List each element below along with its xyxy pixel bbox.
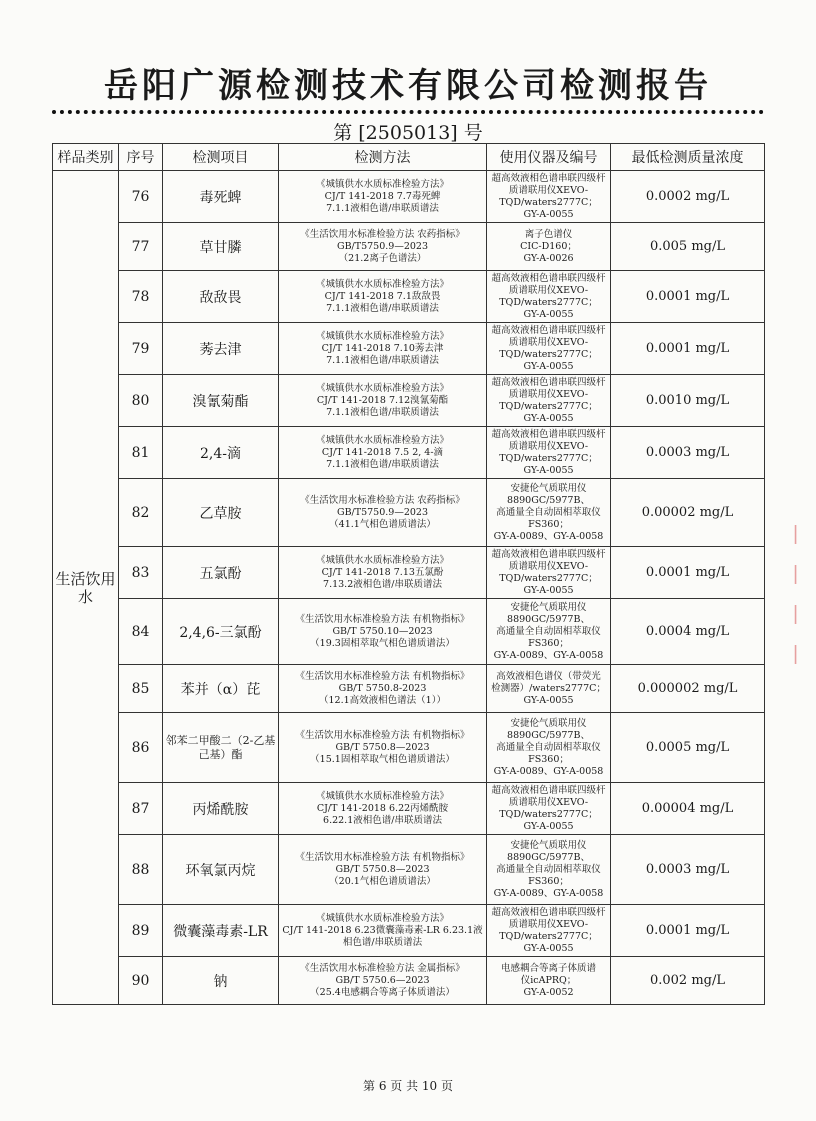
method-line: 7.13.2液相色谱/串联质谱法 [323,578,442,590]
item-cell: 乙草胺 [163,479,279,547]
method-line: 7.1.1液相色谱/串联质谱法 [326,202,439,214]
method-line: CJ/T 141-2018 7.12溴氰菊酯 [316,394,449,406]
method-cell [279,375,487,427]
instrument-cell [487,599,611,665]
item-cell: 五氯酚 [163,547,279,599]
header-instrument: 使用仪器及编号 [487,144,611,171]
method-line: （19.3固相萃取气相色谱质谱法） [310,637,455,649]
method-line: 《生活饮用水标准检验方法 有机物指标》 [295,613,470,625]
instrument-line: 质谱联用仪XEVO- [508,560,589,572]
instrument-line: 质谱联用仪XEVO- [508,388,589,400]
min-concentration-cell: 0.0001 mg/L [611,547,765,599]
method-line: 《生活饮用水标准检验方法 农药指标》 [300,228,465,240]
report-number: 第 [2505013] 号 [333,122,483,144]
instrument-line: GY-A-0055 [523,412,574,424]
method-line: CJ/T 141-2018 7.13五氯酚 [321,566,444,578]
instrument-line: 高通量全自动固相萃取仪 [496,506,601,518]
instrument-line: 检测器）/waters2777C； [491,682,606,694]
instrument-line: GY-A-0089、GY-A-0058 [493,887,604,899]
seq-cell: 80 [119,375,163,427]
instrument-line: 质谱联用仪XEVO- [508,918,589,930]
min-concentration-cell: 0.0005 mg/L [611,713,765,783]
min-concentration-cell: 0.0002 mg/L [611,171,765,223]
method-line: 《城镇供水水质标准检验方法》 [315,912,449,924]
item-cell: 2,4-滴 [163,427,279,479]
seq-cell: 79 [119,323,163,375]
min-concentration-cell: 0.0001 mg/L [611,271,765,323]
item-cell: 环氧氯丙烷 [163,835,279,905]
instrument-line: GY-A-0089、GY-A-0058 [493,649,604,661]
instrument-line: 高效液相色谱仪（带荧光 [496,670,601,682]
seq-cell: 76 [119,171,163,223]
header-item: 检测项目 [163,144,279,171]
min-concentration-cell: 0.000002 mg/L [611,665,765,713]
instrument-line: GY-A-0055 [523,308,574,320]
instrument-line: 8890GC/5977B、 [507,729,590,741]
instrument-line: TQD/waters2777C； [499,452,598,464]
method-cell [279,713,487,783]
instrument-cell [487,713,611,783]
method-line: GB/T5750.9—2023 [336,506,429,518]
instrument-line: GY-A-0055 [523,464,574,476]
method-cell [279,599,487,665]
method-line: 7.1.1液相色谱/串联质谱法 [326,406,439,418]
method-line: 《生活饮用水标准检验方法 有机物指标》 [295,851,470,863]
instrument-line: 超高效液相色谱串联四级杆 [491,172,606,184]
item-cell: 邻苯二甲酸二（2-乙基己基）酯 [163,713,279,783]
seq-cell: 90 [119,957,163,1005]
instrument-line: GY-A-0089、GY-A-0058 [493,765,604,777]
instrument-line: FS360； [528,875,569,887]
instrument-cell [487,323,611,375]
instrument-line: 电感耦合等离子体质谱 [500,962,596,974]
seq-cell: 86 [119,713,163,783]
item-cell: 丙烯酰胺 [163,783,279,835]
method-line: CJ/T 141-2018 7.10莠去津 [321,342,444,354]
instrument-line: 离子色谱仪 [524,228,573,240]
seq-cell: 78 [119,271,163,323]
table-row [53,171,765,223]
instrument-line: 超高效液相色谱串联四级杆 [491,272,606,284]
seq-cell: 81 [119,427,163,479]
instrument-line: FS360； [528,753,569,765]
instrument-line: 安捷伦气质联用仪 [510,601,587,613]
instrument-line: 安捷伦气质联用仪 [510,839,587,851]
instrument-cell [487,271,611,323]
method-line: CJ/T 141-2018 7.5 2, 4-滴 [321,446,444,458]
table-row [53,375,765,427]
method-line: （12.1高效液相色谱法（1）） [319,694,446,706]
method-line: 《城镇供水水质标准检验方法》 [315,554,449,566]
min-concentration-cell: 0.005 mg/L [611,223,765,271]
method-line: 《生活饮用水标准检验方法 金属指标》 [300,962,465,974]
min-concentration-cell: 0.00004 mg/L [611,783,765,835]
sample-category-cell: 生活饮用水 [53,171,119,1005]
method-line: （25.4电感耦合等离子体质谱法） [310,986,455,998]
instrument-line: 超高效液相色谱串联四级杆 [491,784,606,796]
method-line: GB/T 5750.8-2023 [338,682,427,694]
method-line: 相色谱/串联质谱法 [342,936,423,948]
method-cell [279,783,487,835]
test-items-table [52,143,765,1005]
method-line: 《城镇供水水质标准检验方法》 [315,790,449,802]
method-cell [279,835,487,905]
seq-cell: 88 [119,835,163,905]
instrument-line: 质谱联用仪XEVO- [508,284,589,296]
instrument-line: FS360； [528,518,569,530]
instrument-cell [487,427,611,479]
instrument-line: GY-A-0055 [523,942,574,954]
instrument-cell [487,957,611,1005]
method-line: GB/T 5750.6—2023 [335,974,430,986]
instrument-line: 8890GC/5977B、 [507,494,590,506]
item-cell: 莠去津 [163,323,279,375]
method-line: CJ/T 141-2018 7.1敌敌畏 [324,290,441,302]
method-line: 《城镇供水水质标准检验方法》 [315,382,449,394]
table-row [53,427,765,479]
instrument-cell [487,783,611,835]
method-cell [279,223,487,271]
method-line: 《城镇供水水质标准检验方法》 [315,330,449,342]
method-cell [279,171,487,223]
min-concentration-cell: 0.0010 mg/L [611,375,765,427]
instrument-line: GY-A-0055 [523,208,574,220]
instrument-line: 质谱联用仪XEVO- [508,336,589,348]
method-cell [279,323,487,375]
instrument-line: GY-A-0089、GY-A-0058 [493,530,604,542]
instrument-line: GY-A-0055 [523,584,574,596]
min-concentration-cell: 0.0003 mg/L [611,427,765,479]
instrument-line: GY-A-0052 [523,986,574,998]
instrument-cell [487,375,611,427]
instrument-cell [487,905,611,957]
table-row [53,905,765,957]
item-cell: 敌敌畏 [163,271,279,323]
method-line: （21.2离子色谱法） [338,252,427,264]
instrument-line: 仪icAPRQ； [520,974,577,986]
instrument-line: CIC-D160； [520,240,577,252]
method-cell [279,479,487,547]
instrument-cell [487,223,611,271]
item-cell: 草甘膦 [163,223,279,271]
instrument-line: 超高效液相色谱串联四级杆 [491,376,606,388]
min-concentration-cell: 0.0001 mg/L [611,323,765,375]
method-line: 6.22.1液相色谱/串联质谱法 [323,814,442,826]
method-line: 《生活饮用水标准检验方法 有机物指标》 [295,670,470,682]
min-concentration-cell: 0.0001 mg/L [611,905,765,957]
item-cell: 毒死蜱 [163,171,279,223]
min-concentration-cell: 0.0004 mg/L [611,599,765,665]
instrument-cell [487,665,611,713]
stamp-edge-mark: ▏ ▏ ▏ ▏ [794,525,808,664]
instrument-line: TQD/waters2777C； [499,296,598,308]
instrument-line: GY-A-0055 [523,820,574,832]
table-row [53,713,765,783]
instrument-line: 质谱联用仪XEVO- [508,440,589,452]
method-cell [279,547,487,599]
item-cell: 2,4,6-三氯酚 [163,599,279,665]
instrument-line: TQD/waters2777C； [499,572,598,584]
item-cell: 苯并（α）芘 [163,665,279,713]
instrument-line: TQD/waters2777C； [499,930,598,942]
page-footer: 第 6 页 共 10 页 [363,1079,453,1093]
table-row [53,783,765,835]
instrument-line: 超高效液相色谱串联四级杆 [491,324,606,336]
method-line: 《城镇供水水质标准检验方法》 [315,278,449,290]
seq-cell: 77 [119,223,163,271]
title-divider [52,110,764,114]
method-line: GB/T 5750.8—2023 [335,863,430,875]
method-cell [279,905,487,957]
instrument-line: 超高效液相色谱串联四级杆 [491,428,606,440]
method-cell [279,427,487,479]
method-line: （20.1气相色谱质谱法） [329,875,436,887]
seq-cell: 85 [119,665,163,713]
header-min-concentration: 最低检测质量浓度 [611,144,765,171]
seq-cell: 89 [119,905,163,957]
table-row [53,835,765,905]
table-row [53,223,765,271]
table-row [53,271,765,323]
method-line: 《城镇供水水质标准检验方法》 [315,434,449,446]
method-line: GB/T5750.9—2023 [336,240,429,252]
table-row [53,599,765,665]
method-line: CJ/T 141-2018 6.23微囊藻毒素-LR 6.23.1液 [282,924,483,936]
method-line: （41.1气相色谱质谱法） [329,518,436,530]
seq-cell: 83 [119,547,163,599]
method-line: CJ/T 141-2018 6.22丙烯酰胺 [316,802,449,814]
seq-cell: 87 [119,783,163,835]
instrument-line: 高通量全自动固相萃取仪 [496,625,601,637]
instrument-line: GY-A-0026 [523,252,574,264]
method-line: GB/T 5750.8—2023 [335,741,430,753]
instrument-line: 质谱联用仪XEVO- [508,184,589,196]
instrument-cell [487,835,611,905]
min-concentration-cell: 0.002 mg/L [611,957,765,1005]
item-cell: 溴氰菊酯 [163,375,279,427]
table-row [53,665,765,713]
method-line: 7.1.1液相色谱/串联质谱法 [326,458,439,470]
seq-cell: 82 [119,479,163,547]
instrument-line: 安捷伦气质联用仪 [510,717,587,729]
instrument-cell [487,547,611,599]
min-concentration-cell: 0.00002 mg/L [611,479,765,547]
table-row [53,957,765,1005]
instrument-line: TQD/waters2777C； [499,348,598,360]
method-line: 《生活饮用水标准检验方法 农药指标》 [300,494,465,506]
item-cell: 钠 [163,957,279,1005]
instrument-line: GY-A-0055 [523,694,574,706]
instrument-line: 8890GC/5977B、 [507,851,590,863]
instrument-line: 安捷伦气质联用仪 [510,482,587,494]
table-row [53,479,765,547]
table-row [53,547,765,599]
instrument-line: TQD/waters2777C； [499,400,598,412]
instrument-line: 高通量全自动固相萃取仪 [496,863,601,875]
seq-cell: 84 [119,599,163,665]
header-method: 检测方法 [279,144,487,171]
header-sample-category: 样品类别 [53,144,119,171]
method-line: GB/T 5750.10—2023 [332,625,433,637]
instrument-cell [487,479,611,547]
table-header-row [53,144,765,171]
method-line: 《城镇供水水质标准检验方法》 [315,178,449,190]
instrument-line: TQD/waters2777C； [499,196,598,208]
method-line: CJ/T 141-2018 7.7毒死蜱 [324,190,441,202]
instrument-line: 超高效液相色谱串联四级杆 [491,906,606,918]
min-concentration-cell: 0.0003 mg/L [611,835,765,905]
item-cell: 微囊藻毒素-LR [163,905,279,957]
method-line: 《生活饮用水标准检验方法 有机物指标》 [295,729,470,741]
instrument-line: 8890GC/5977B、 [507,613,590,625]
instrument-line: GY-A-0055 [523,360,574,372]
table-row [53,323,765,375]
report-title: 岳阳广源检测技术有限公司检测报告 [104,66,712,106]
instrument-line: 超高效液相色谱串联四级杆 [491,548,606,560]
method-line: （15.1固相萃取气相色谱质谱法） [310,753,455,765]
method-cell [279,957,487,1005]
instrument-line: 质谱联用仪XEVO- [508,796,589,808]
method-cell [279,271,487,323]
method-line: 7.1.1液相色谱/串联质谱法 [326,354,439,366]
instrument-cell [487,171,611,223]
method-cell [279,665,487,713]
method-line: 7.1.1液相色谱/串联质谱法 [326,302,439,314]
instrument-line: FS360； [528,637,569,649]
header-seq: 序号 [119,144,163,171]
instrument-line: 高通量全自动固相萃取仪 [496,741,601,753]
instrument-line: TQD/waters2777C； [499,808,598,820]
